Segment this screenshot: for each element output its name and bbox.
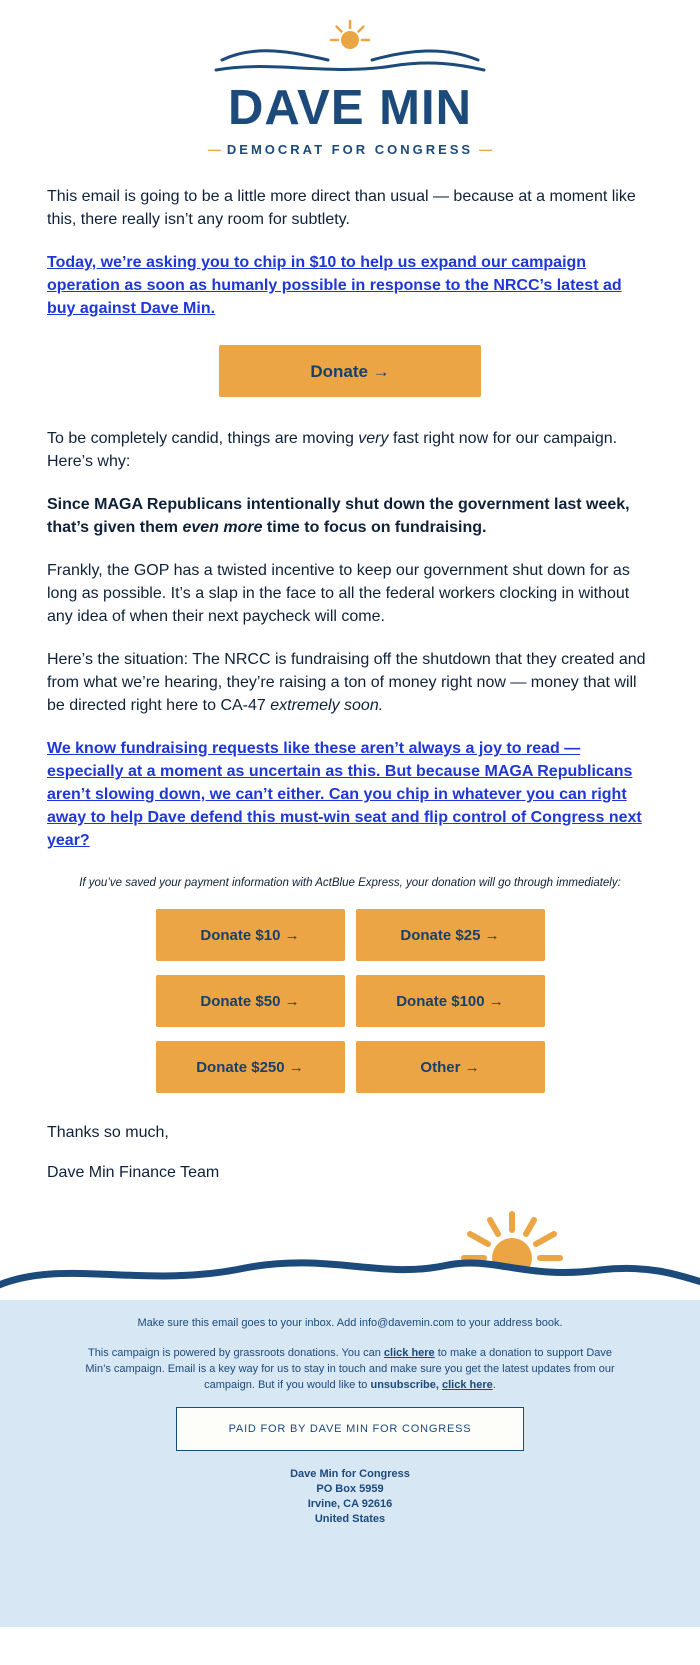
maga-paragraph bbox=[47, 493, 653, 539]
sun-over-waves-icon bbox=[210, 16, 490, 80]
donate-250-button[interactable]: Donate $250 → bbox=[156, 1041, 345, 1093]
situation-paragraph bbox=[47, 648, 653, 717]
text-segment: . bbox=[492, 1379, 496, 1391]
text-segment: To be completely candid, things are moving bbox=[47, 430, 359, 447]
signoff-thanks: Thanks so much, bbox=[47, 1124, 169, 1141]
text-segment: to make a donation to support Dave Min’s campaign. Email is a key way for us to stay in touch and make sure you get the latest updates from our campaign. But if you would like to bbox=[85, 1347, 615, 1391]
text-segment: Here’s the situation: The NRCC is fundraising off the shutdown that they created and from what we’re hearing, they’re raising a ton of money right now — money that will be directed right here to CA-47 bbox=[47, 651, 646, 714]
donate-other-button[interactable]: Other → bbox=[356, 1041, 545, 1093]
emphasis-text: very bbox=[358, 430, 389, 447]
text-segment: fast right now for our campaign. Here’s why: bbox=[47, 430, 618, 470]
campaign-header bbox=[0, 0, 700, 157]
tagline-dash-right: — bbox=[479, 142, 493, 157]
sun-core bbox=[341, 31, 359, 49]
logo-tagline bbox=[0, 142, 700, 157]
emphasis-text: even more bbox=[182, 519, 263, 536]
waves-icon bbox=[216, 51, 484, 70]
paid-for-disclaimer: PAID FOR BY DAVE MIN FOR CONGRESS bbox=[176, 1407, 524, 1451]
email-footer bbox=[0, 1210, 700, 1627]
donate-100-button[interactable]: Donate $100 → bbox=[356, 975, 545, 1027]
intro-paragraph: This email is going to be a little more direct than usual — because at a moment like this, there really isn’t any room for subtlety. bbox=[47, 188, 636, 228]
inbox-note: Make sure this email goes to your inbox. Add info@davemin.com to your address book. bbox=[137, 1317, 563, 1329]
wave-shape bbox=[0, 1263, 700, 1300]
address-line: PO Box 5959 bbox=[316, 1483, 384, 1495]
text-segment: time to focus on fundraising. bbox=[262, 519, 487, 536]
actblue-express-note: If you’ve saved your payment information with ActBlue Express, your donation will go through immediately: bbox=[79, 877, 621, 889]
fundraising-request-link[interactable]: We know fundraising requests like these aren’t always a joy to read — especially at a moment as uncertain as this. But because MAGA Republicans aren’t slowing down, we can’t either. Can you chip in whatever you can right away to help Dave defend this must-win seat and flip control of Congress next year? bbox=[47, 740, 642, 849]
donate-50-button[interactable]: Donate $50 → bbox=[156, 975, 345, 1027]
footer-wave-art bbox=[0, 1210, 700, 1300]
address-line: Dave Min for Congress bbox=[290, 1468, 410, 1480]
email-content bbox=[0, 157, 700, 1184]
fundraising-request-paragraph bbox=[47, 737, 653, 852]
mailing-address bbox=[40, 1467, 660, 1527]
signoff-team: Dave Min Finance Team bbox=[47, 1164, 220, 1181]
emphasis-text: extremely soon. bbox=[270, 697, 384, 714]
tagline-dash-left: — bbox=[207, 142, 221, 157]
donate-click-here-link[interactable]: click here bbox=[383, 1347, 435, 1359]
chip-in-link[interactable]: Today, we’re asking you to chip in $10 to help us expand our campaign operation as soon as humanly possible in response to the NRCC’s latest ad buy against Dave Min. bbox=[47, 254, 622, 317]
donate-10-button[interactable]: Donate $10 → bbox=[156, 909, 345, 961]
footer-info-box bbox=[0, 1300, 700, 1627]
grassroots-disclaimer bbox=[80, 1345, 620, 1393]
unsubscribe-click-here-link[interactable]: click here bbox=[442, 1379, 493, 1391]
text-segment: This campaign is powered by grassroots donations. You can bbox=[87, 1347, 384, 1359]
tagline-text: DEMOCRAT FOR CONGRESS bbox=[226, 142, 474, 157]
logo-title: DAVE MIN bbox=[228, 81, 472, 135]
unsubscribe-text: unsubscribe, bbox=[370, 1379, 442, 1391]
address-line: United States bbox=[314, 1513, 386, 1525]
text-segment: Since MAGA Republicans intentionally shut down the government last week, that’s given them bbox=[47, 496, 630, 536]
donate-25-button[interactable]: Donate $25 → bbox=[356, 909, 545, 961]
gop-paragraph: Frankly, the GOP has a twisted incentive to keep our government shut down for as long as possible. It’s a slap in the face to all the federal workers clocking in without any idea of when their next paycheck will come. bbox=[47, 562, 630, 625]
donate-button[interactable]: Donate → bbox=[219, 345, 481, 397]
address-line: Irvine, CA 92616 bbox=[307, 1498, 393, 1510]
chip-in-paragraph bbox=[47, 251, 653, 320]
donate-amount-grid bbox=[47, 909, 653, 1093]
candid-paragraph bbox=[47, 427, 653, 473]
